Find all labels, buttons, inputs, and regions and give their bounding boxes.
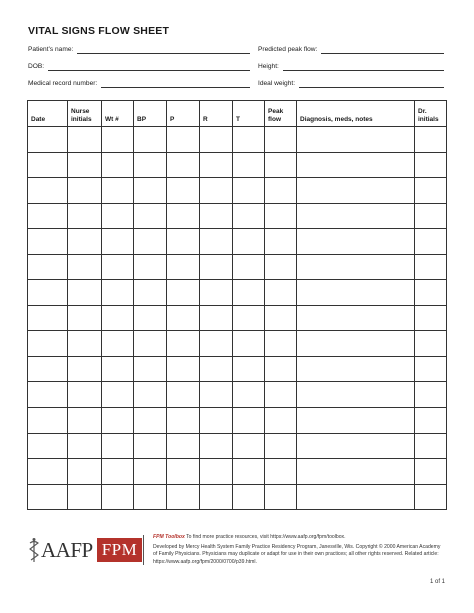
table-row xyxy=(28,305,447,331)
col-dr-initials-header xyxy=(415,101,447,127)
table-cell[interactable] xyxy=(200,229,233,255)
table-cell[interactable] xyxy=(200,127,233,153)
medical-record-number-label: Medical record number: xyxy=(28,80,98,87)
table-cell[interactable] xyxy=(102,408,134,434)
table-cell[interactable] xyxy=(297,254,415,280)
table-cell[interactable] xyxy=(167,229,200,255)
table-cell[interactable] xyxy=(297,382,415,408)
table-cell[interactable] xyxy=(134,484,167,510)
table-row xyxy=(28,178,447,204)
table-cell[interactable] xyxy=(415,433,447,459)
table-cell[interactable] xyxy=(28,203,68,229)
table-cell[interactable] xyxy=(265,356,297,382)
caduceus-icon xyxy=(28,537,40,563)
col-p-label: P xyxy=(170,116,175,123)
table-cell[interactable] xyxy=(297,408,415,434)
table-cell[interactable] xyxy=(415,203,447,229)
table-cell[interactable] xyxy=(233,280,265,306)
table-cell[interactable] xyxy=(102,356,134,382)
table-cell[interactable] xyxy=(265,254,297,280)
table-cell[interactable] xyxy=(233,152,265,178)
table-cell[interactable] xyxy=(200,203,233,229)
page-number: 1 of 1 xyxy=(429,579,445,585)
table-cell[interactable] xyxy=(134,203,167,229)
table-cell[interactable] xyxy=(68,254,102,280)
table-cell[interactable] xyxy=(167,305,200,331)
page-title: VITAL SIGNS FLOW SHEET xyxy=(28,25,170,37)
predicted-peak-flow-label: Predicted peak flow: xyxy=(258,46,318,53)
table-cell[interactable] xyxy=(134,382,167,408)
table-cell[interactable] xyxy=(297,331,415,357)
height-field[interactable] xyxy=(258,61,444,71)
table-cell[interactable] xyxy=(167,254,200,280)
col-diagnosis-header xyxy=(297,101,415,127)
table-cell[interactable] xyxy=(233,178,265,204)
table-cell[interactable] xyxy=(167,178,200,204)
table-cell[interactable] xyxy=(265,178,297,204)
col-p-header xyxy=(167,101,200,127)
table-cell[interactable] xyxy=(68,382,102,408)
table-cell[interactable] xyxy=(167,203,200,229)
table-cell[interactable] xyxy=(415,152,447,178)
table-cell[interactable] xyxy=(134,280,167,306)
table-cell[interactable] xyxy=(102,433,134,459)
table-cell[interactable] xyxy=(102,152,134,178)
table-cell[interactable] xyxy=(68,280,102,306)
table-cell[interactable] xyxy=(200,356,233,382)
table-cell[interactable] xyxy=(265,203,297,229)
col-peak-flow-header xyxy=(265,101,297,127)
table-cell[interactable] xyxy=(102,254,134,280)
col-dr-label-1: Dr. xyxy=(418,108,427,115)
medical-record-number-line[interactable] xyxy=(101,80,250,88)
table-cell[interactable] xyxy=(134,178,167,204)
table-row xyxy=(28,229,447,255)
table-cell[interactable] xyxy=(68,127,102,153)
table-cell[interactable] xyxy=(102,178,134,204)
table-cell[interactable] xyxy=(200,484,233,510)
table-cell[interactable] xyxy=(297,178,415,204)
table-cell[interactable] xyxy=(68,331,102,357)
dob-label: DOB: xyxy=(28,63,45,70)
table-header-row xyxy=(28,101,447,127)
table-cell[interactable] xyxy=(415,331,447,357)
table-cell[interactable] xyxy=(68,178,102,204)
col-nurse-label-1: Nurse xyxy=(71,108,90,115)
table-cell[interactable] xyxy=(233,382,265,408)
col-dr-label-2: initials xyxy=(418,116,439,123)
table-cell[interactable] xyxy=(134,356,167,382)
fpm-logo-text: FPM xyxy=(97,538,143,562)
table-cell[interactable] xyxy=(28,305,68,331)
table-cell[interactable] xyxy=(265,459,297,485)
col-r-label: R xyxy=(203,116,208,123)
table-cell[interactable] xyxy=(233,433,265,459)
table-cell[interactable] xyxy=(297,305,415,331)
table-cell[interactable] xyxy=(415,280,447,306)
ideal-weight-label: Ideal weight: xyxy=(258,80,296,87)
table-cell[interactable] xyxy=(68,305,102,331)
table-body xyxy=(28,127,447,510)
table-cell[interactable] xyxy=(134,152,167,178)
table-cell[interactable] xyxy=(297,459,415,485)
table-cell[interactable] xyxy=(233,408,265,434)
table-cell[interactable] xyxy=(167,484,200,510)
table-cell[interactable] xyxy=(167,356,200,382)
dob-field[interactable] xyxy=(28,61,250,71)
table-cell[interactable] xyxy=(265,305,297,331)
table-cell[interactable] xyxy=(102,331,134,357)
col-r-header xyxy=(200,101,233,127)
table-cell[interactable] xyxy=(28,229,68,255)
table-cell[interactable] xyxy=(167,459,200,485)
table-cell[interactable] xyxy=(28,178,68,204)
table-cell[interactable] xyxy=(102,382,134,408)
table-cell[interactable] xyxy=(28,382,68,408)
col-wt-label: Wt # xyxy=(105,116,119,123)
table-cell[interactable] xyxy=(297,152,415,178)
table-cell[interactable] xyxy=(297,484,415,510)
footer-divider xyxy=(143,535,144,565)
table-row xyxy=(28,433,447,459)
table-cell[interactable] xyxy=(28,459,68,485)
table-cell[interactable] xyxy=(200,305,233,331)
table-cell[interactable] xyxy=(415,127,447,153)
table-cell[interactable] xyxy=(134,229,167,255)
table-cell[interactable] xyxy=(167,280,200,306)
table-cell[interactable] xyxy=(233,484,265,510)
predicted-peak-flow-field[interactable] xyxy=(258,44,444,54)
table-cell[interactable] xyxy=(28,127,68,153)
table-cell[interactable] xyxy=(265,280,297,306)
table-cell[interactable] xyxy=(265,127,297,153)
col-date-label: Date xyxy=(31,116,46,123)
table-cell[interactable] xyxy=(265,382,297,408)
table-cell[interactable] xyxy=(28,408,68,434)
table-cell[interactable] xyxy=(102,203,134,229)
vital-signs-table xyxy=(27,100,447,510)
table-cell[interactable] xyxy=(167,433,200,459)
table-cell[interactable] xyxy=(28,433,68,459)
table-row xyxy=(28,408,447,434)
footer-text xyxy=(153,534,443,566)
table-cell[interactable] xyxy=(102,229,134,255)
table-cell[interactable] xyxy=(415,382,447,408)
table-row xyxy=(28,203,447,229)
table-cell[interactable] xyxy=(200,408,233,434)
ideal-weight-line[interactable] xyxy=(299,80,444,88)
table-row xyxy=(28,152,447,178)
table-cell[interactable] xyxy=(200,382,233,408)
toolbox-brand: FPM Toolbox xyxy=(153,534,185,540)
aafp-fpm-logo xyxy=(28,536,142,564)
table-cell[interactable] xyxy=(68,484,102,510)
table-cell[interactable] xyxy=(233,459,265,485)
table-cell[interactable] xyxy=(68,203,102,229)
table-cell[interactable] xyxy=(28,331,68,357)
col-peak-label-2: flow xyxy=(268,116,281,123)
table-row xyxy=(28,484,447,510)
col-peak-label-1: Peak xyxy=(268,108,284,115)
table-row xyxy=(28,280,447,306)
table-cell[interactable] xyxy=(200,331,233,357)
table-cell[interactable] xyxy=(68,408,102,434)
patient-name-label: Patient’s name: xyxy=(28,46,74,53)
table-cell[interactable] xyxy=(233,229,265,255)
table-cell[interactable] xyxy=(28,484,68,510)
table-cell[interactable] xyxy=(68,152,102,178)
table-cell[interactable] xyxy=(68,229,102,255)
table-cell[interactable] xyxy=(167,152,200,178)
table-row xyxy=(28,382,447,408)
table-cell[interactable] xyxy=(167,382,200,408)
table-cell[interactable] xyxy=(200,178,233,204)
table-cell[interactable] xyxy=(415,484,447,510)
col-bp-label: BP xyxy=(137,116,147,123)
table-cell[interactable] xyxy=(102,127,134,153)
table-cell[interactable] xyxy=(102,484,134,510)
col-wt-header xyxy=(102,101,134,127)
table-cell[interactable] xyxy=(167,331,200,357)
col-nurse-initials-header xyxy=(68,101,102,127)
table-cell[interactable] xyxy=(415,305,447,331)
col-t-label: T xyxy=(236,116,240,123)
table-cell[interactable] xyxy=(265,331,297,357)
predicted-peak-flow-line[interactable] xyxy=(321,46,444,54)
table-cell[interactable] xyxy=(167,127,200,153)
height-label: Height: xyxy=(258,63,279,70)
ideal-weight-field[interactable] xyxy=(258,78,444,88)
table-cell[interactable] xyxy=(233,127,265,153)
table-cell[interactable] xyxy=(134,459,167,485)
height-line[interactable] xyxy=(283,63,444,71)
table-cell[interactable] xyxy=(200,280,233,306)
table-cell[interactable] xyxy=(297,203,415,229)
dob-line[interactable] xyxy=(48,63,250,71)
table-cell[interactable] xyxy=(102,459,134,485)
table-cell[interactable] xyxy=(297,433,415,459)
table-cell[interactable] xyxy=(233,331,265,357)
table-cell[interactable] xyxy=(134,331,167,357)
table-cell[interactable] xyxy=(28,254,68,280)
table-cell[interactable] xyxy=(28,152,68,178)
col-nurse-label-2: initials xyxy=(71,116,92,123)
table-cell[interactable] xyxy=(297,356,415,382)
table-cell[interactable] xyxy=(265,229,297,255)
table-row xyxy=(28,459,447,485)
col-date-header xyxy=(28,101,68,127)
table-row xyxy=(28,254,447,280)
table-row xyxy=(28,356,447,382)
table-cell[interactable] xyxy=(415,356,447,382)
table-cell[interactable] xyxy=(265,484,297,510)
table-cell[interactable] xyxy=(233,203,265,229)
table-cell[interactable] xyxy=(415,229,447,255)
medical-record-number-field[interactable] xyxy=(28,78,250,88)
table-cell[interactable] xyxy=(233,254,265,280)
table-cell[interactable] xyxy=(200,433,233,459)
table-cell[interactable] xyxy=(233,356,265,382)
toolbox-note xyxy=(153,534,443,541)
table-cell[interactable] xyxy=(233,305,265,331)
table-cell[interactable] xyxy=(102,305,134,331)
table-cell[interactable] xyxy=(415,178,447,204)
table-cell[interactable] xyxy=(134,433,167,459)
table-cell[interactable] xyxy=(297,280,415,306)
table-cell[interactable] xyxy=(415,254,447,280)
table-cell[interactable] xyxy=(68,459,102,485)
table-cell[interactable] xyxy=(28,356,68,382)
table-cell[interactable] xyxy=(265,408,297,434)
table-cell[interactable] xyxy=(415,408,447,434)
table-cell[interactable] xyxy=(265,433,297,459)
table-cell[interactable] xyxy=(68,356,102,382)
table-cell[interactable] xyxy=(415,459,447,485)
table-cell[interactable] xyxy=(134,408,167,434)
table-cell[interactable] xyxy=(68,433,102,459)
table-cell[interactable] xyxy=(200,459,233,485)
table-cell[interactable] xyxy=(102,280,134,306)
patient-name-field[interactable] xyxy=(28,44,250,54)
aafp-logo-text: AAFP xyxy=(41,538,93,562)
table-cell[interactable] xyxy=(167,408,200,434)
col-diagnosis-label: Diagnosis, meds, notes xyxy=(300,116,373,123)
table-cell[interactable] xyxy=(297,127,415,153)
table-row xyxy=(28,127,447,153)
table-cell[interactable] xyxy=(265,152,297,178)
patient-name-line[interactable] xyxy=(77,46,250,54)
table-cell[interactable] xyxy=(134,127,167,153)
table-cell[interactable] xyxy=(134,254,167,280)
col-t-header xyxy=(233,101,265,127)
table-cell[interactable] xyxy=(200,254,233,280)
credit-note: Developed by Mercy Health System Family Practice Residency Program, Janesville, Wis. Copyright © 2000 American Academy of Family Physicians. Physicians may duplicate or adapt for use in their own practices; all other rights reserved. Related article: https://www.aafp.org/fpm/2000/0700/p39.html. xyxy=(153,544,441,565)
table-cell[interactable] xyxy=(200,152,233,178)
table-cell[interactable] xyxy=(28,280,68,306)
table-row xyxy=(28,331,447,357)
col-bp-header xyxy=(134,101,167,127)
table-cell[interactable] xyxy=(134,305,167,331)
toolbox-link-text[interactable]: To find more practice resources, visit https://www.aafp.org/fpm/toolbox. xyxy=(184,534,346,540)
table-cell[interactable] xyxy=(297,229,415,255)
